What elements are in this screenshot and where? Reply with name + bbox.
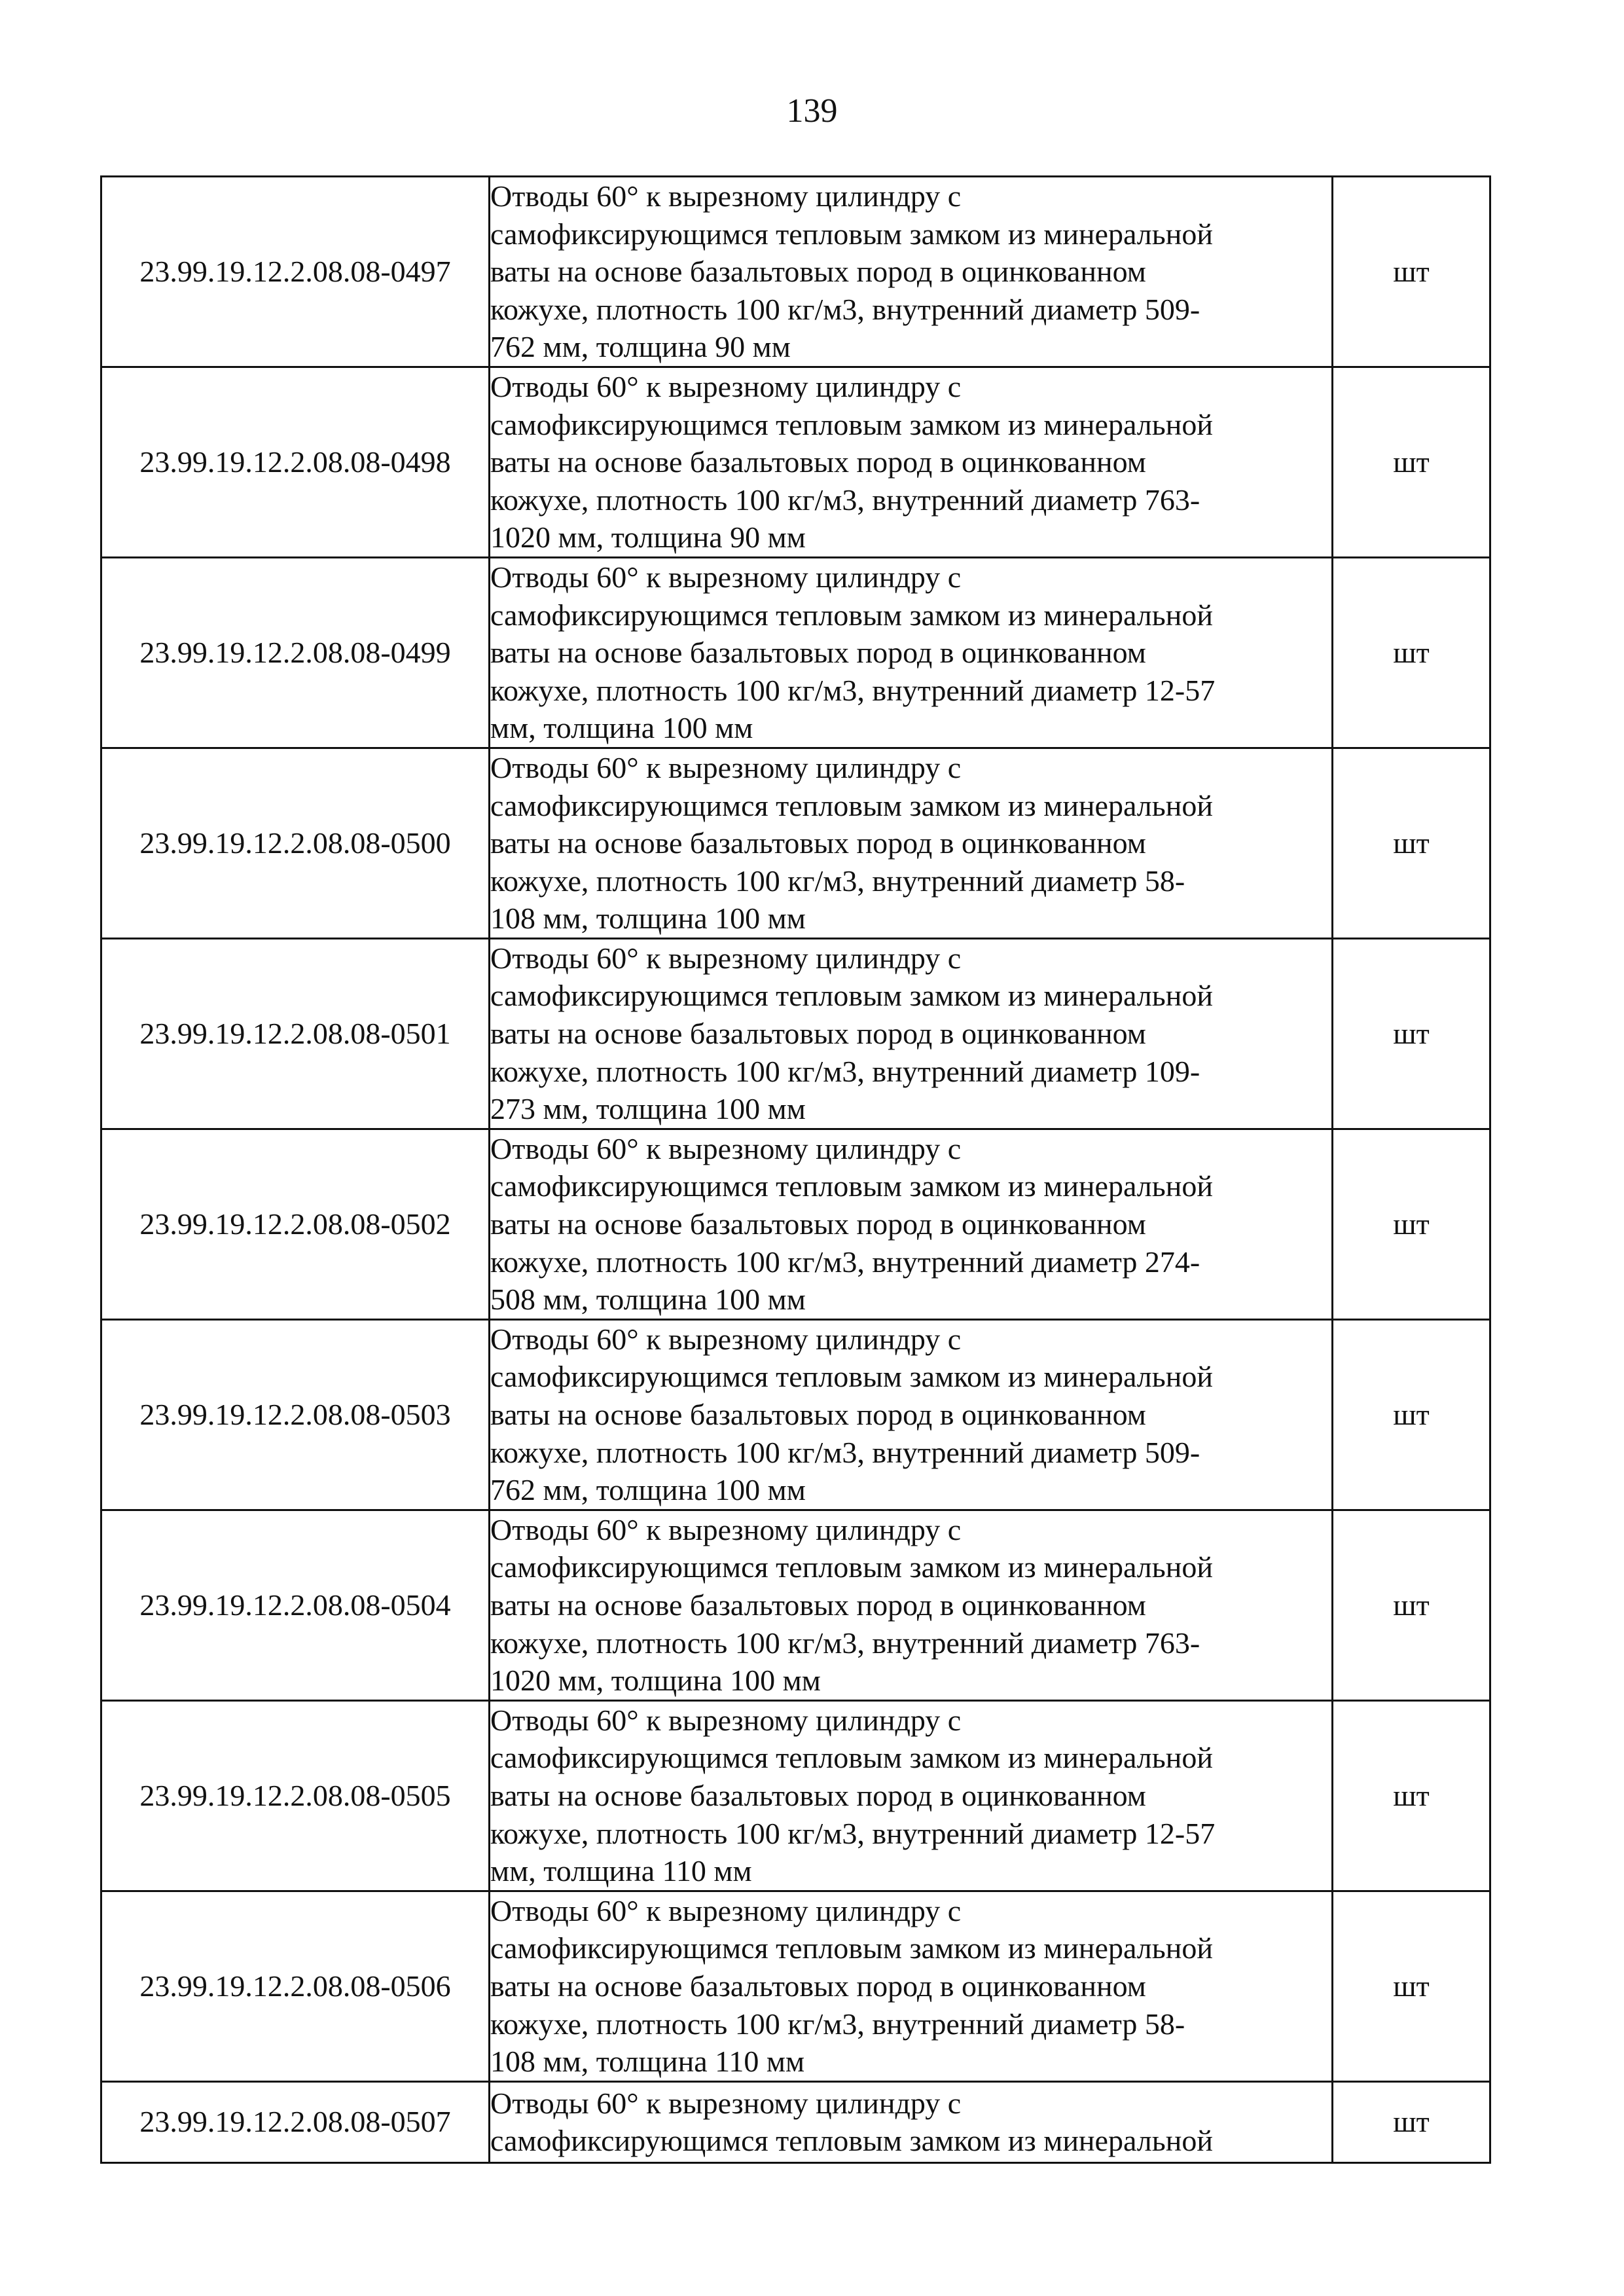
table-row bbox=[101, 2081, 1490, 2162]
description-line: мм, толщина 100 мм bbox=[490, 711, 753, 745]
catalog-table bbox=[100, 175, 1491, 2164]
description-line: кожухе, плотность 100 кг/м3, внутренний диаметр 12-57 bbox=[490, 1816, 1216, 1850]
table-row bbox=[101, 748, 1490, 938]
table-row bbox=[101, 1700, 1490, 1891]
item-code: 23.99.19.12.2.08.08-0503 bbox=[101, 1319, 490, 1510]
description-line: кожухе, плотность 100 кг/м3, внутренний диаметр 509- bbox=[490, 292, 1200, 326]
description-line: самофиксирующимся тепловым замком из минеральной bbox=[490, 1360, 1213, 1394]
description-line: кожухе, плотность 100 кг/м3, внутренний диаметр 509- bbox=[490, 1435, 1200, 1469]
description-line: 1020 мм, толщина 90 мм bbox=[490, 520, 806, 555]
description-line: ваты на основе базальтовых пород в оцинкованном bbox=[490, 636, 1146, 670]
item-code: 23.99.19.12.2.08.08-0502 bbox=[101, 1129, 490, 1319]
description-line: ваты на основе базальтовых пород в оцинкованном bbox=[490, 1207, 1146, 1241]
item-description bbox=[490, 177, 1333, 367]
item-description bbox=[490, 557, 1333, 748]
item-description bbox=[490, 2081, 1333, 2162]
description-line: кожухе, плотность 100 кг/м3, внутренний диаметр 58- bbox=[490, 864, 1185, 898]
description-line: Отводы 60° к вырезному цилиндру с bbox=[490, 750, 962, 784]
item-unit: шт bbox=[1333, 748, 1490, 938]
item-unit: шт bbox=[1333, 1700, 1490, 1891]
item-unit: шт bbox=[1333, 2081, 1490, 2162]
item-unit: шт bbox=[1333, 1319, 1490, 1510]
description-line: Отводы 60° к вырезному цилиндру с bbox=[490, 1322, 962, 1356]
description-line: 108 мм, толщина 110 мм bbox=[490, 2045, 805, 2079]
description-line: ваты на основе базальтовых пород в оцинкованном bbox=[490, 1969, 1146, 2003]
item-description bbox=[490, 367, 1333, 557]
description-line: ваты на основе базальтовых пород в оцинкованном bbox=[490, 1017, 1146, 1051]
table-row bbox=[101, 557, 1490, 748]
item-code: 23.99.19.12.2.08.08-0497 bbox=[101, 177, 490, 367]
item-unit: шт bbox=[1333, 557, 1490, 748]
item-unit: шт bbox=[1333, 177, 1490, 367]
description-line: ваты на основе базальтовых пород в оцинкованном bbox=[490, 255, 1146, 289]
description-line: кожухе, плотность 100 кг/м3, внутренний диаметр 763- bbox=[490, 483, 1200, 517]
description-line: ваты на основе базальтовых пород в оцинкованном bbox=[490, 1398, 1146, 1431]
description-line: ваты на основе базальтовых пород в оцинкованном bbox=[490, 826, 1146, 860]
description-line: Отводы 60° к вырезному цилиндру с bbox=[490, 560, 962, 594]
description-line: кожухе, плотность 100 кг/м3, внутренний диаметр 763- bbox=[490, 1626, 1200, 1660]
description-line: 508 мм, толщина 100 мм bbox=[490, 1283, 806, 1317]
description-line: Отводы 60° к вырезному цилиндру с bbox=[490, 179, 962, 213]
description-line: 762 мм, толщина 90 мм bbox=[490, 330, 791, 364]
description-line: Отводы 60° к вырезному цилиндру с bbox=[490, 1703, 962, 1737]
item-unit: шт bbox=[1333, 367, 1490, 557]
item-code: 23.99.19.12.2.08.08-0501 bbox=[101, 938, 490, 1129]
description-line: кожухе, плотность 100 кг/м3, внутренний диаметр 58- bbox=[490, 2007, 1185, 2041]
description-line: ваты на основе базальтовых пород в оцинкованном bbox=[490, 1588, 1146, 1622]
item-unit: шт bbox=[1333, 1891, 1490, 2081]
catalog-table-body bbox=[101, 177, 1490, 2163]
item-description bbox=[490, 1129, 1333, 1319]
description-line: 108 мм, толщина 100 мм bbox=[490, 902, 806, 936]
description-line: Отводы 60° к вырезному цилиндру с bbox=[490, 369, 962, 403]
description-line: самофиксирующимся тепловым замком из минеральной bbox=[490, 1550, 1213, 1584]
description-line: Отводы 60° к вырезному цилиндру с bbox=[490, 1893, 962, 1927]
table-row bbox=[101, 1891, 1490, 2081]
item-code: 23.99.19.12.2.08.08-0500 bbox=[101, 748, 490, 938]
table-row bbox=[101, 1129, 1490, 1319]
description-line: самофиксирующимся тепловым замком из минеральной bbox=[490, 217, 1213, 251]
description-line: самофиксирующимся тепловым замком из минеральной bbox=[490, 407, 1213, 441]
description-line: кожухе, плотность 100 кг/м3, внутренний диаметр 274- bbox=[490, 1245, 1200, 1279]
table-row bbox=[101, 367, 1490, 557]
description-line: кожухе, плотность 100 кг/м3, внутренний диаметр 109- bbox=[490, 1054, 1200, 1088]
description-line: самофиксирующимся тепловым замком из минеральной bbox=[490, 979, 1213, 1013]
description-line: 1020 мм, толщина 100 мм bbox=[490, 1664, 821, 1698]
description-line: ваты на основе базальтовых пород в оцинкованном bbox=[490, 1778, 1146, 1812]
table-row bbox=[101, 177, 1490, 367]
item-description bbox=[490, 938, 1333, 1129]
item-description bbox=[490, 1319, 1333, 1510]
description-line: 273 мм, толщина 100 мм bbox=[490, 1092, 806, 1126]
description-line: самофиксирующимся тепловым замком из минеральной bbox=[490, 598, 1213, 632]
description-line: Отводы 60° к вырезному цилиндру с bbox=[490, 2086, 962, 2120]
item-code: 23.99.19.12.2.08.08-0499 bbox=[101, 557, 490, 748]
item-description bbox=[490, 1510, 1333, 1700]
description-line: кожухе, плотность 100 кг/м3, внутренний диаметр 12-57 bbox=[490, 673, 1216, 707]
description-line: Отводы 60° к вырезному цилиндру с bbox=[490, 1512, 962, 1546]
page-number: 139 bbox=[786, 92, 838, 130]
description-line: мм, толщина 110 мм bbox=[490, 1854, 752, 1888]
item-code: 23.99.19.12.2.08.08-0505 bbox=[101, 1700, 490, 1891]
item-code: 23.99.19.12.2.08.08-0507 bbox=[101, 2081, 490, 2162]
description-line: 762 мм, толщина 100 мм bbox=[490, 1473, 806, 1507]
table-row bbox=[101, 1319, 1490, 1510]
description-line: Отводы 60° к вырезному цилиндру с bbox=[490, 941, 962, 975]
description-line: самофиксирующимся тепловым замком из минеральной bbox=[490, 2124, 1213, 2158]
table-row bbox=[101, 1510, 1490, 1700]
description-line: самофиксирующимся тепловым замком из минеральной bbox=[490, 1931, 1213, 1965]
item-code: 23.99.19.12.2.08.08-0498 bbox=[101, 367, 490, 557]
description-line: самофиксирующимся тепловым замком из минеральной bbox=[490, 1741, 1213, 1775]
table-row bbox=[101, 938, 1490, 1129]
description-line: самофиксирующимся тепловым замком из минеральной bbox=[490, 1169, 1213, 1203]
item-unit: шт bbox=[1333, 1129, 1490, 1319]
description-line: Отводы 60° к вырезному цилиндру с bbox=[490, 1131, 962, 1165]
description-line: самофиксирующимся тепловым замком из минеральной bbox=[490, 788, 1213, 822]
item-description bbox=[490, 1700, 1333, 1891]
description-line: ваты на основе базальтовых пород в оцинкованном bbox=[490, 445, 1146, 479]
item-description bbox=[490, 748, 1333, 938]
item-code: 23.99.19.12.2.08.08-0506 bbox=[101, 1891, 490, 2081]
item-unit: шт bbox=[1333, 1510, 1490, 1700]
item-code: 23.99.19.12.2.08.08-0504 bbox=[101, 1510, 490, 1700]
item-description bbox=[490, 1891, 1333, 2081]
item-unit: шт bbox=[1333, 938, 1490, 1129]
